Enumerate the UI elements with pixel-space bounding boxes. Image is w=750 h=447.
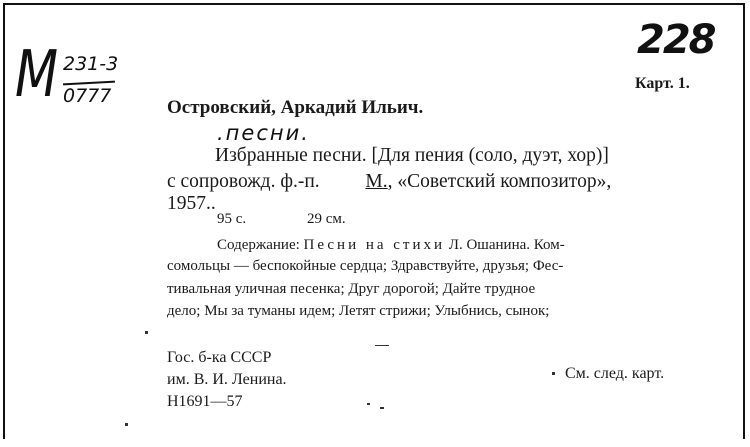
ink-speck: [145, 331, 148, 334]
ink-speck: [367, 403, 370, 405]
contents-label: Содержание:: [217, 237, 304, 253]
shelfmark-letter: М: [15, 38, 57, 112]
publisher: , «Советский композитор»,: [387, 171, 612, 192]
contents-line-4: дело; Мы за туманы идем; Летят стрижи; Улыбнись, сынок;: [167, 303, 550, 319]
ink-speck: [552, 372, 555, 375]
description-accompaniment: с сопровожд. ф.-п.: [167, 171, 320, 192]
catalog-card: [3, 3, 745, 439]
contents-lyricist: Л. Ошанина. Ком-: [445, 237, 565, 253]
description-line-2: [167, 171, 611, 193]
description-line-1: Избранные песни. [Для пения (соло, дуэт, хор)]: [215, 145, 609, 166]
continued-note: См. след. карт.: [565, 365, 665, 382]
library-line-2: им. В. И. Ленина.: [167, 371, 287, 388]
ink-speck: [125, 423, 128, 426]
publication-city: М.: [365, 171, 388, 192]
contents-line-2: сомольцы — беспокойные сердца; Здравствуйте, друзья; Фес-: [167, 258, 564, 274]
shelfmark-top: 231-3: [63, 53, 119, 75]
card-number: Карт. 1.: [635, 75, 690, 92]
author-heading: Островский, Аркадий Ильич.: [167, 97, 424, 118]
publication-year: 1957..: [167, 193, 216, 214]
handwritten-number: 228: [637, 17, 715, 63]
ink-speck: [380, 407, 384, 409]
contents-section-title: Песни на стихи: [303, 237, 446, 253]
collation-size: 29 см.: [307, 211, 346, 227]
library-line-3: Н1691—57: [167, 393, 243, 410]
library-line-1: Гос. б-ка СССР: [167, 349, 272, 366]
ink-speck: [375, 345, 389, 346]
collation-pages: 95 с.: [217, 211, 247, 227]
shelfmark-bottom: 0777: [63, 85, 112, 107]
handwritten-title: .песни.: [217, 121, 310, 145]
contents-line-1: [217, 237, 565, 254]
contents-line-3: тивальная уличная песенка; Друг дорогой; Дайте трудное: [167, 281, 536, 297]
